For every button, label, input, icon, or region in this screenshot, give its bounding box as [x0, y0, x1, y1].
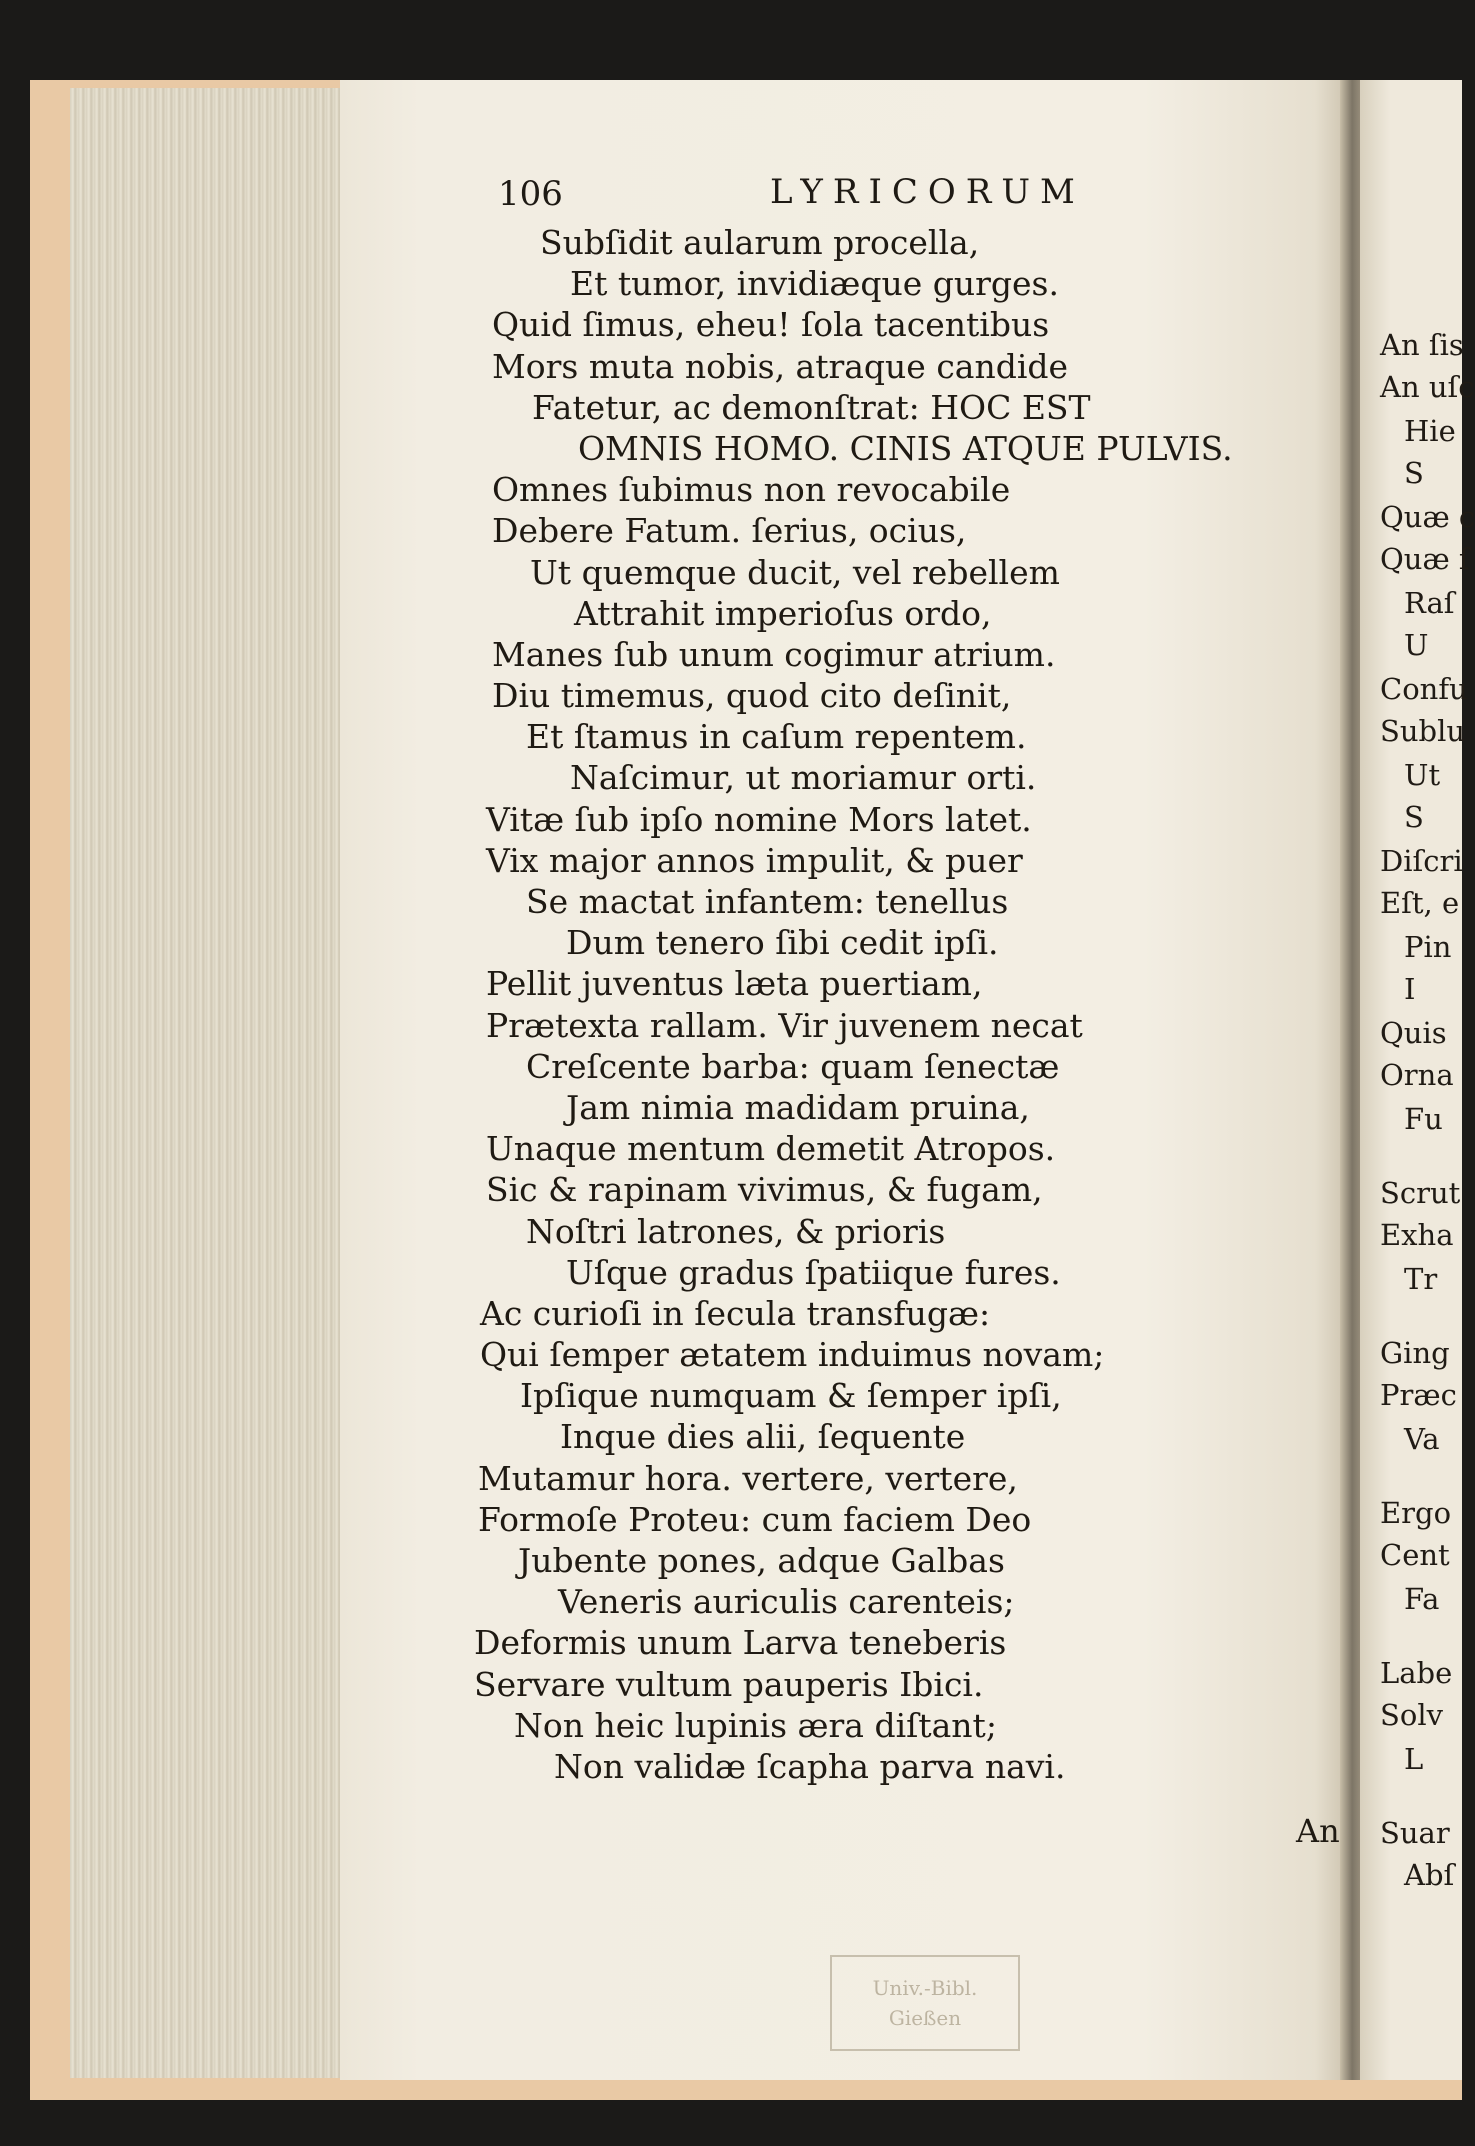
stamp-line: Univ.-Bibl. [872, 1976, 978, 2000]
catchword: An [1296, 1812, 1340, 1850]
right-page-fragment: L [1404, 1742, 1424, 1776]
text-line: Prætexta rallam. Vir juvenem necat [486, 1005, 1083, 1045]
right-page-fragment: Fu [1404, 1102, 1443, 1136]
text-line: OMNIS HOMO. CINIS ATQUE PULVIS. [578, 428, 1233, 468]
text-line: Formoſe Proteu: cum faciem Deo [478, 1499, 1032, 1539]
text-line: Omnes ſubimus non revocabile [492, 470, 1011, 510]
text-line: Qui ſemper ætatem induimus novam; [480, 1335, 1105, 1375]
text-line: Debere Fatum. ſerius, ocius, [492, 511, 967, 551]
right-page-fragment: Labe [1380, 1656, 1453, 1690]
text-line: Jam nimia madidam pruina, [566, 1087, 1030, 1127]
right-page-fragment: Solv [1380, 1698, 1443, 1732]
right-page-fragment: Eſt, e [1380, 886, 1460, 920]
text-line: Se mactat infantem: tenellus [526, 882, 1009, 921]
right-page-fragment: Ergo [1380, 1496, 1452, 1530]
text-line: Noſtri latrones, & prioris [526, 1211, 946, 1251]
right-page-fragment: Suar [1380, 1816, 1450, 1850]
text-line: Subſidit aularum procella, [540, 223, 980, 262]
right-page-fragment: Raſ [1404, 586, 1455, 620]
text-line: Jubente pones, adque Galbas [518, 1541, 1005, 1580]
text-line: Non validæ ſcapha parva navi. [554, 1746, 1066, 1786]
right-page-fragment: Ut [1404, 758, 1441, 792]
right-page-fragment: S [1404, 456, 1424, 490]
page-header [480, 170, 1170, 214]
text-line: Non heic lupinis æra diſtant; [514, 1705, 997, 1745]
text-line: Sic & rapinam vivimus, & fugam, [486, 1170, 1043, 1210]
right-page-fragment: Fa [1404, 1582, 1440, 1616]
text-line: Servare vultum pauperis Ibici. [474, 1664, 984, 1704]
text-line: Et tumor, invidiæque gurges. [570, 264, 1059, 304]
text-line: Fatetur, ac demonſtrat: HOC EST [532, 387, 1091, 427]
right-page-fragment: Præc [1380, 1378, 1457, 1412]
right-page-fragment: Hie [1404, 414, 1456, 448]
right-page-fragment: Ging [1380, 1336, 1450, 1370]
right-page-fragment: Confu [1380, 672, 1468, 706]
right-page-fragment: Diſcri [1380, 844, 1463, 878]
library-stamp [830, 1955, 1020, 2051]
text-line: Mutamur hora. vertere, vertere, [478, 1458, 1018, 1498]
right-page-fragment: An ſis [1380, 328, 1464, 362]
right-page-fragment: Abſ [1404, 1858, 1455, 1892]
right-page-fragment: Va [1404, 1422, 1440, 1456]
right-page-fragment: Quæ ſ [1380, 542, 1470, 576]
text-line: Naſcimur, ut moriamur orti. [570, 758, 1037, 798]
right-page-fragment: S [1404, 800, 1424, 834]
right-page-fragment: Quis [1380, 1016, 1447, 1050]
text-line: Veneris auriculis carenteis; [558, 1582, 1015, 1622]
text-line: Deformis unum Larva teneberis [474, 1623, 1007, 1663]
right-page-fragment: Tr [1404, 1262, 1438, 1296]
right-page-fragment: Pin [1404, 930, 1452, 964]
text-line: Diu timemus, quod cito deſinit, [492, 676, 1012, 716]
poem-text [470, 222, 1340, 1787]
running-head: LYRICORUM [770, 172, 1085, 212]
text-line: Ipſique numquam & ſemper ipſi, [520, 1376, 1062, 1416]
text-line: Dum tenero ſibi cedit ipſi. [566, 923, 999, 963]
right-page [1360, 80, 1475, 2080]
page-number: 106 [498, 174, 563, 214]
text-line: Uſque gradus ſpatiique fures. [566, 1252, 1061, 1292]
right-page-fragment: Cent [1380, 1538, 1450, 1572]
text-line: Attrahit imperioſus ordo, [574, 593, 992, 633]
book-gutter [1340, 80, 1362, 2080]
text-line: Mors muta nobis, atraque candide [492, 346, 1069, 386]
right-page-fragment: U [1404, 628, 1429, 662]
right-page-fragment: Scrut [1380, 1176, 1461, 1210]
text-line: Unaque mentum demetit Atropos. [486, 1129, 1056, 1169]
text-line: Manes ſub unum cogimur atrium. [492, 634, 1056, 674]
text-line: Vix major annos impulit, & puer [486, 840, 1023, 880]
right-page-fragment: Orna [1380, 1058, 1454, 1092]
text-line: Creſcente barba: quam ſenectæ [526, 1046, 1060, 1086]
page-edges [70, 88, 351, 2078]
right-page-fragment: Exha [1380, 1218, 1454, 1252]
right-page-fragment: I [1404, 972, 1416, 1006]
text-line: Quid ſimus, eheu! ſola tacentibus [492, 305, 1050, 345]
right-page-fragment: Quæ c [1380, 500, 1475, 534]
stamp-line: Gießen [888, 2006, 962, 2030]
text-line: Vitæ ſub ipſo nomine Mors latet. [486, 799, 1032, 839]
text-line: Et ſtamus in caſum repentem. [526, 717, 1027, 757]
text-line: Pellit juventus læta puertiam, [486, 964, 983, 1004]
right-page-fragment: An uſc [1380, 370, 1475, 404]
right-page-fragment: Sublu [1380, 714, 1466, 748]
text-line: Ut quemque ducit, vel rebellem [530, 552, 1060, 592]
text-line: Ac curioſi in ſecula transfugæ: [480, 1293, 991, 1333]
text-line: Inque dies alii, ſequente [560, 1417, 966, 1457]
